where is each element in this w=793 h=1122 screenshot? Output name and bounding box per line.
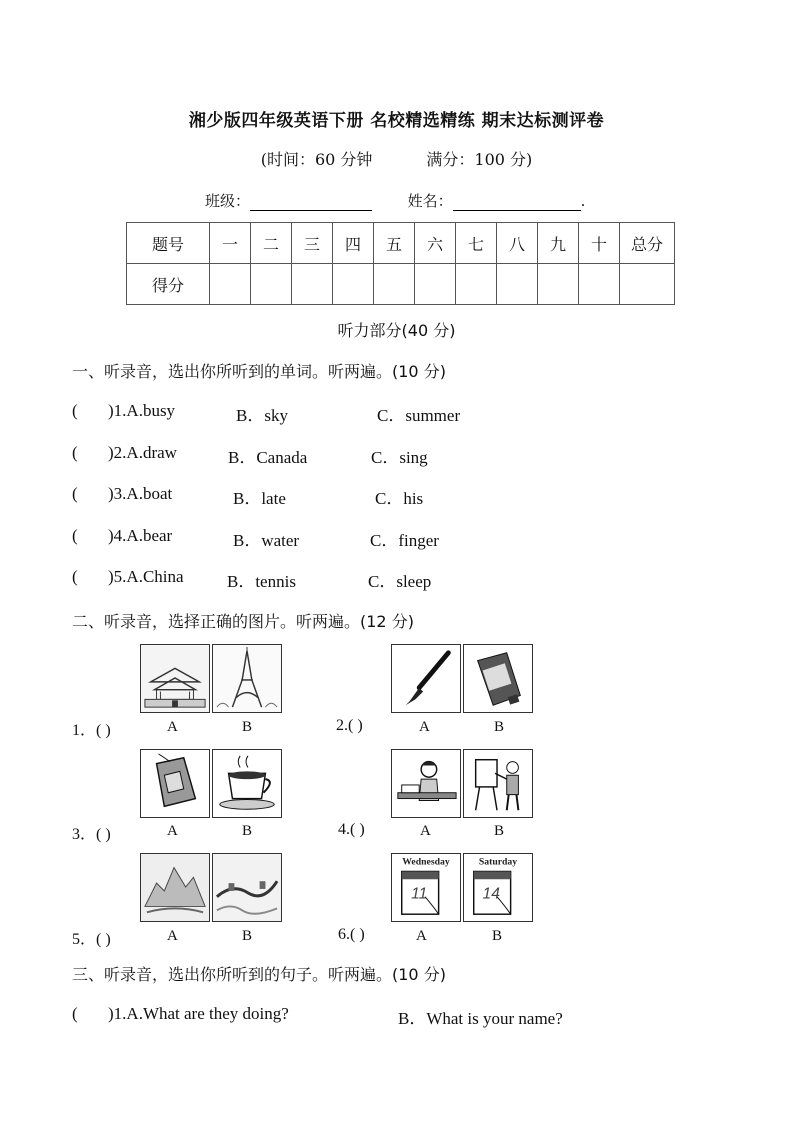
option-c: C．finger: [370, 531, 439, 550]
eiffel-tower-image[interactable]: [212, 644, 282, 713]
question-number[interactable]: 4.( ): [338, 821, 365, 838]
score-table-score-row: [127, 264, 675, 305]
option-c: C．sleep: [368, 572, 432, 591]
option-b: B．late: [233, 489, 286, 508]
option-c: C．summer: [377, 406, 461, 425]
mountain-image[interactable]: [140, 853, 210, 922]
calendar-date: 11: [411, 885, 428, 903]
option-b: B．water: [233, 531, 300, 550]
name-label: 姓名：: [407, 192, 453, 210]
option-b-label: B: [242, 719, 253, 735]
full-score: 满分：100 分): [426, 150, 533, 169]
score-cell[interactable]: [292, 264, 333, 305]
table-cell: 五: [374, 223, 415, 264]
question-row: [72, 443, 772, 467]
option-a-label: A: [167, 823, 178, 839]
section3-heading: 三、听录音，选出你所听到的句子。听两遍。(10 分): [72, 965, 446, 984]
option-b: B．tennis: [227, 572, 296, 591]
option-b: B．What is your name?: [398, 1009, 563, 1028]
calendar-day-label: Wednesday: [402, 856, 450, 868]
calendar-saturday-image[interactable]: [463, 853, 533, 922]
answer-paren[interactable]: (: [72, 443, 78, 462]
score-table: [126, 222, 675, 305]
option-c: C．his: [375, 489, 424, 508]
question-row: [72, 567, 772, 591]
score-cell[interactable]: [210, 264, 251, 305]
table-cell: 六: [415, 223, 456, 264]
answer-paren[interactable]: (: [72, 567, 78, 586]
option-b-label: B: [494, 719, 505, 735]
option-a-label: A: [167, 928, 178, 944]
boy-painting-image[interactable]: [463, 749, 533, 818]
table-cell: 得分: [127, 264, 210, 305]
question-number[interactable]: 1．( ): [72, 722, 111, 739]
score-cell[interactable]: [620, 264, 675, 305]
answer-paren[interactable]: (: [72, 526, 78, 545]
score-table-header-row: [127, 223, 675, 264]
question-number: )4.A.bear: [108, 526, 173, 545]
question-row: [72, 1004, 772, 1028]
question-number[interactable]: 6.( ): [338, 926, 365, 943]
score-cell[interactable]: [579, 264, 620, 305]
score-cell[interactable]: [456, 264, 497, 305]
option-b-label: B: [242, 823, 253, 839]
tea-bag-image[interactable]: [140, 749, 210, 818]
question-number: )3.A.boat: [108, 484, 173, 503]
class-label: 班级：: [205, 192, 251, 210]
option-b-label: B: [242, 928, 253, 944]
question-number: )2.A.draw: [108, 443, 177, 462]
tiananmen-image[interactable]: [140, 644, 210, 713]
score-cell[interactable]: [374, 264, 415, 305]
answer-paren[interactable]: (: [72, 401, 78, 420]
table-cell: 七: [456, 223, 497, 264]
paint-tube-image[interactable]: [463, 644, 533, 713]
score-cell[interactable]: [538, 264, 579, 305]
option-b: B．Canada: [228, 448, 308, 467]
question-number[interactable]: 2.( ): [336, 717, 363, 734]
option-a-label: A: [167, 719, 178, 735]
option-c: C．sing: [371, 448, 428, 467]
option-a-label: A: [416, 928, 427, 944]
question-row: [72, 401, 772, 425]
question-row: [72, 526, 772, 550]
question-number[interactable]: 3．( ): [72, 826, 111, 843]
option-b-label: B: [492, 928, 503, 944]
table-cell: 总分: [620, 223, 675, 264]
calendar-wednesday-image[interactable]: [391, 853, 461, 922]
name-blank[interactable]: [453, 196, 581, 211]
calendar-day-label: Saturday: [478, 856, 518, 868]
score-cell[interactable]: [415, 264, 456, 305]
answer-paren[interactable]: (: [72, 1004, 78, 1023]
question-number: )5.A.China: [108, 567, 184, 586]
table-cell: 九: [538, 223, 579, 264]
table-cell: 二: [251, 223, 292, 264]
coffee-cup-image[interactable]: [212, 749, 282, 818]
option-b-label: B: [494, 823, 505, 839]
table-cell: 十: [579, 223, 620, 264]
table-cell: 四: [333, 223, 374, 264]
question-number: )1.A.busy: [108, 401, 176, 420]
question-number: )1.A.What are they doing?: [108, 1004, 289, 1023]
question-number[interactable]: 5．( ): [72, 931, 111, 948]
exam-info: [0, 147, 793, 170]
table-cell: 题号: [127, 223, 210, 264]
score-cell[interactable]: [497, 264, 538, 305]
option-b: B．sky: [236, 406, 288, 425]
girl-reading-image[interactable]: [391, 749, 461, 818]
table-cell: 八: [497, 223, 538, 264]
option-a-label: A: [419, 719, 430, 735]
page-title: 湘少版四年级英语下册 名校精选精练 期末达标测评卷: [188, 111, 605, 131]
score-cell[interactable]: [333, 264, 374, 305]
section1-heading: 一、听录音，选出你所听到的单词。听两遍。(10 分): [72, 362, 446, 381]
time-limit: (时间：60 分钟: [260, 150, 373, 169]
table-cell: 三: [292, 223, 333, 264]
calendar-date: 14: [482, 885, 500, 903]
answer-paren[interactable]: (: [72, 484, 78, 503]
great-wall-image[interactable]: [212, 853, 282, 922]
name-end: .: [580, 192, 586, 210]
score-cell[interactable]: [251, 264, 292, 305]
table-cell: 一: [210, 223, 251, 264]
listening-heading: 听力部分(40 分): [337, 321, 456, 340]
student-info: [205, 190, 585, 211]
option-a-label: A: [420, 823, 431, 839]
question-row: [72, 484, 772, 508]
section2-heading: 二、听录音，选择正确的图片。听两遍。(12 分): [72, 612, 414, 631]
class-blank[interactable]: [250, 196, 372, 211]
paintbrush-image[interactable]: [391, 644, 461, 713]
